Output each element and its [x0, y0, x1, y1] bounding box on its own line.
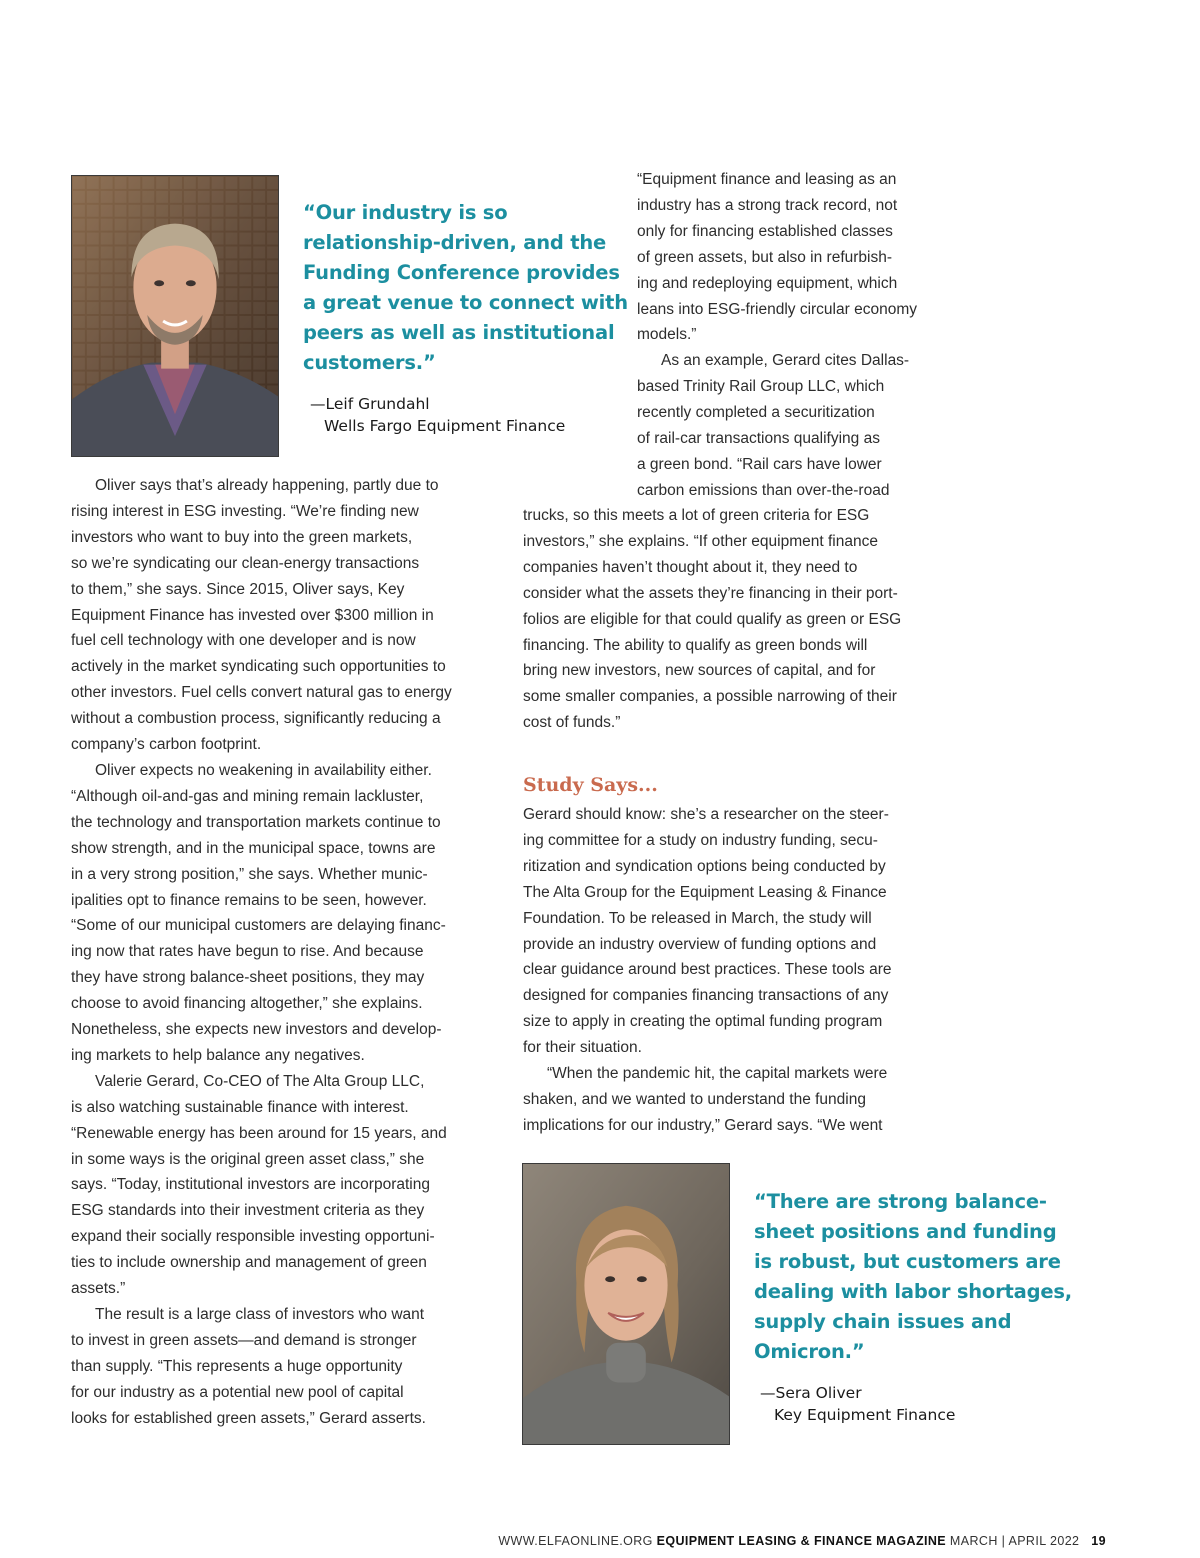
- text-line: ing now that rates have begun to rise. And because: [71, 943, 424, 961]
- text-line: ESG standards into their investment criteria as they: [71, 1202, 425, 1220]
- text-line: folios are eligible for that could qualify as green or ESG: [523, 610, 902, 628]
- text-line: consider what the assets they’re financing in their port-: [523, 584, 898, 602]
- body-column-right-top: [637, 167, 967, 504]
- text-line: Foundation. To be released in March, the study will: [523, 909, 872, 927]
- text-line: of green assets, but also in refurbish-: [637, 248, 893, 266]
- footer-magazine-title: EQUIPMENT LEASING & FINANCE MAGAZINE: [656, 1534, 947, 1548]
- text-line: “Although oil-and-gas and mining remain lackluster,: [71, 787, 424, 805]
- quote-line: sheet positions and funding: [754, 1220, 1057, 1243]
- text-line: “Renewable energy has been around for 15 years, and: [71, 1124, 447, 1142]
- attribution-name: —Leif Grundahl: [310, 395, 430, 413]
- body-column-left: [71, 473, 511, 1432]
- section-heading: Study Says...: [523, 774, 658, 796]
- text-line: company’s carbon footprint.: [71, 736, 262, 754]
- text-line: in a very strong position,” she says. Whether munic-: [71, 865, 428, 883]
- text-line: leans into ESG-friendly circular economy: [637, 300, 917, 318]
- text-line: provide an industry overview of funding options and: [523, 935, 877, 953]
- text-line: expand their socially responsible investing opportuni-: [71, 1228, 435, 1246]
- text-line: implications for our industry,” Gerard says. “We went: [523, 1116, 883, 1134]
- page-number: 19: [1091, 1534, 1106, 1548]
- text-line: actively in the market syndicating such opportunities to: [71, 658, 446, 676]
- text-line: so we’re syndicating our clean-energy transactions: [71, 554, 420, 572]
- text-line: investors,” she explains. “If other equipment finance: [523, 532, 878, 550]
- body-column-study: [523, 802, 963, 1139]
- text-line: other investors. Fuel cells convert natural gas to energy: [71, 684, 452, 702]
- text-line: size to apply in creating the optimal funding program: [523, 1013, 883, 1031]
- text-line: a green bond. “Rail cars have lower: [637, 455, 882, 473]
- text-line: cost of funds.”: [523, 714, 621, 732]
- quote-line: dealing with labor shortages,: [754, 1280, 1073, 1303]
- attribution-company: Wells Fargo Equipment Finance: [324, 417, 566, 435]
- quote-line: a great venue to connect with: [303, 291, 628, 314]
- text-line: As an example, Gerard cites Dallas-: [661, 352, 910, 370]
- paragraph: [637, 348, 967, 503]
- text-line: ritization and syndication options being conducted by: [523, 857, 886, 875]
- text-line: says. “Today, institutional investors are incorporating: [71, 1176, 430, 1194]
- text-line: “Some of our municipal customers are delaying financ-: [71, 917, 446, 935]
- text-line: of rail-car transactions qualifying as: [637, 430, 880, 448]
- text-line: Equipment Finance has invested over $300 million in: [71, 606, 434, 624]
- text-line: clear guidance around best practices. These tools are: [523, 961, 892, 979]
- attribution-sera: [760, 1382, 1060, 1426]
- text-line: Valerie Gerard, Co-CEO of The Alta Group LLC,: [95, 1072, 425, 1090]
- text-line: The Alta Group for the Equipment Leasing & Finance: [523, 883, 887, 901]
- paragraph: [523, 1061, 963, 1139]
- footer-url: WWW.ELFAONLINE.ORG: [498, 1534, 653, 1548]
- text-line: Oliver says that’s already happening, partly due to: [95, 477, 439, 494]
- quote-line: supply chain issues and: [754, 1310, 1012, 1333]
- text-line: for their situation.: [523, 1039, 642, 1057]
- paragraph: [71, 473, 511, 758]
- text-line: Nonetheless, she expects new investors and develop-: [71, 1021, 442, 1039]
- text-line: fuel cell technology with one developer and is now: [71, 632, 416, 650]
- pull-quote-leif: [303, 198, 628, 378]
- quote-line: Funding Conference provides: [303, 261, 620, 284]
- paragraph: [637, 167, 967, 348]
- text-line: bring new investors, new sources of capital, and for: [523, 662, 876, 680]
- page-footer: [498, 1534, 1106, 1548]
- attribution-leif: [310, 393, 610, 437]
- paragraph: [523, 802, 963, 1061]
- text-line: to invest in green assets—and demand is stronger: [71, 1331, 417, 1349]
- text-line: ing and redeploying equipment, which: [637, 274, 898, 292]
- text-line: carbon emissions than over-the-road: [637, 481, 890, 499]
- paragraph: [71, 1302, 511, 1432]
- text-line: rising interest in ESG investing. “We’re finding new: [71, 502, 419, 520]
- quote-line: relationship-driven, and the: [303, 231, 607, 254]
- text-line: looks for established green assets,” Gerard asserts.: [71, 1409, 426, 1427]
- text-line: some smaller companies, a possible narrowing of their: [523, 688, 897, 706]
- text-line: for our industry as a potential new pool of capital: [71, 1383, 404, 1401]
- text-line: than supply. “This represents a huge opportunity: [71, 1357, 403, 1375]
- text-line: financing. The ability to qualify as green bonds will: [523, 636, 868, 654]
- photo-sera-oliver: [522, 1163, 730, 1445]
- text-line: ties to include ownership and management of green: [71, 1254, 427, 1272]
- text-line: models.”: [637, 326, 697, 344]
- text-line: to them,” she says. Since 2015, Oliver says, Key: [71, 580, 405, 598]
- text-line: trucks, so this meets a lot of green criteria for ESG: [523, 507, 870, 524]
- quote-line: “There are strong balance-: [754, 1190, 1047, 1213]
- text-line: in some ways is the original green asset class,” she: [71, 1150, 425, 1168]
- text-line: “When the pandemic hit, the capital markets were: [547, 1065, 888, 1083]
- text-line: choose to avoid financing altogether,” she explains.: [71, 995, 423, 1013]
- text-line: Oliver expects no weakening in availability either.: [95, 761, 432, 779]
- body-column-right-mid: [523, 503, 963, 736]
- text-line: only for financing established classes: [637, 222, 893, 240]
- text-line: based Trinity Rail Group LLC, which: [637, 378, 885, 396]
- photo-leif-grundahl: [71, 175, 279, 457]
- text-line: “Equipment finance and leasing as an: [637, 171, 897, 188]
- quote-line: is robust, but customers are: [754, 1250, 1061, 1273]
- text-line: assets.”: [71, 1280, 126, 1298]
- quote-line: peers as well as institutional: [303, 321, 615, 344]
- quote-line: “Our industry is so: [303, 201, 508, 224]
- text-line: without a combustion process, significantly reducing a: [71, 710, 441, 728]
- text-line: designed for companies financing transactions of any: [523, 987, 889, 1005]
- text-line: the technology and transportation markets continue to: [71, 813, 441, 831]
- text-line: they have strong balance-sheet positions, they may: [71, 969, 425, 987]
- footer-issue: MARCH | APRIL 2022: [949, 1534, 1080, 1548]
- text-line: Gerard should know: she’s a researcher on the steer-: [523, 806, 889, 823]
- text-line: investors who want to buy into the green markets,: [71, 528, 413, 546]
- pull-quote-sera: [754, 1187, 1074, 1367]
- quote-line: customers.”: [303, 351, 436, 374]
- text-line: ing markets to help balance any negatives.: [71, 1046, 365, 1064]
- text-line: The result is a large class of investors who want: [95, 1306, 425, 1323]
- text-line: industry has a strong track record, not: [637, 196, 898, 214]
- text-line: show strength, and in the municipal space, towns are: [71, 839, 436, 857]
- text-line: companies haven’t thought about it, they need to: [523, 558, 858, 576]
- paragraph: [523, 503, 963, 736]
- quote-line: Omicron.”: [754, 1340, 865, 1363]
- attribution-company: Key Equipment Finance: [774, 1406, 956, 1424]
- paragraph: [71, 758, 511, 1069]
- text-line: recently completed a securitization: [637, 404, 875, 422]
- text-line: shaken, and we wanted to understand the funding: [523, 1090, 866, 1108]
- text-line: is also watching sustainable finance with interest.: [71, 1098, 409, 1116]
- text-line: ing committee for a study on industry funding, secu-: [523, 831, 878, 849]
- paragraph: [71, 1069, 511, 1302]
- attribution-name: —Sera Oliver: [760, 1384, 862, 1402]
- text-line: ipalities opt to finance remains to be seen, however.: [71, 891, 427, 909]
